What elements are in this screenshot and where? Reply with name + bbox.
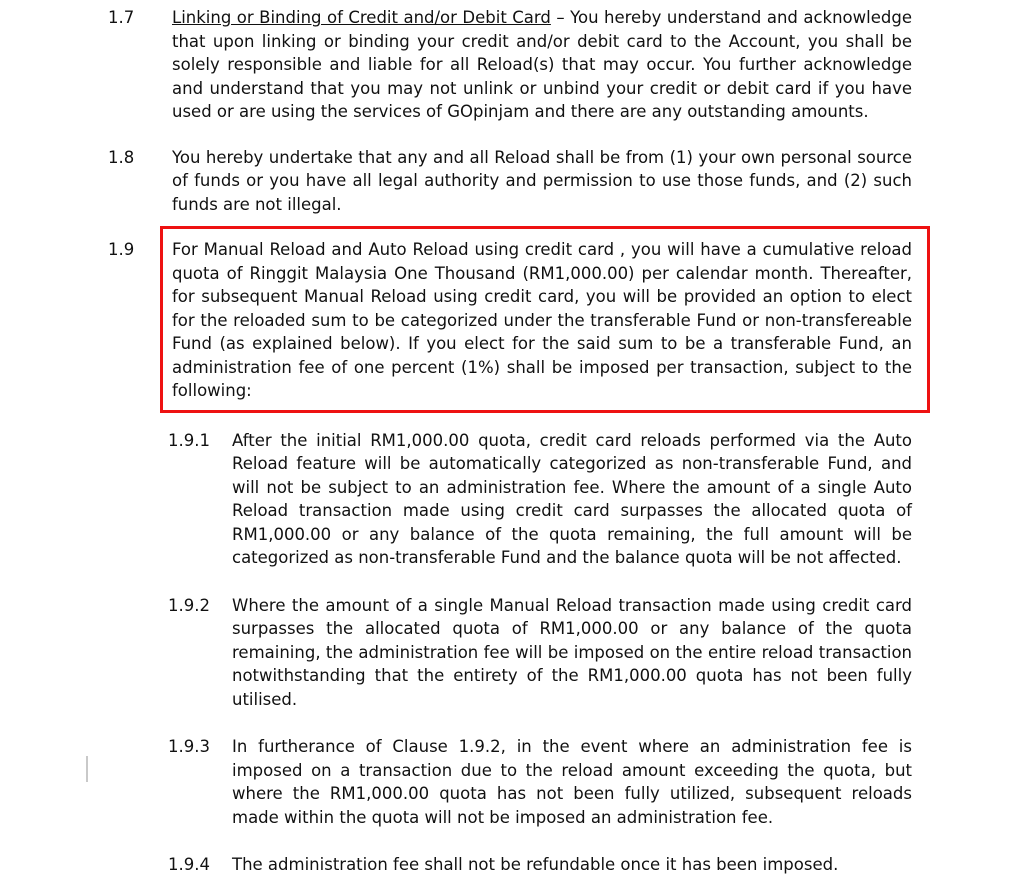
clause-text: After the initial RM1,000.00 quota, credit card reloads performed via the Auto Reload feature will be automatically categorized as non-transferable Fund, and will not be subject to an administration fee. Where the amount of a single Auto Reload transaction made using credit card surpasses the allocated quota of RM1,000.00 or any balance of the quota remaining, the full amount will be categorized as non-transferable Fund and the balance quota will be not affected.	[232, 430, 912, 567]
clause-number: 1.7	[108, 8, 135, 27]
clause-1-9-1	[0, 429, 1024, 570]
clause-text: In furtherance of Clause 1.9.2, in the event where an administration fee is imposed on a transaction due to the reload amount exceeding the quota, but where the RM1,000.00 quota has not been fully utilized, subsequent reloads made within the quota will not be imposed an administration fee.	[232, 737, 912, 827]
clause-1-9-3	[0, 735, 1024, 829]
clause-text: For Manual Reload and Auto Reload using credit card , you will have a cumulative reload quota of Ringgit Malaysia One Thousand (RM1,000.00) per calendar month. Thereafter, for subsequent Manual Reload using credit card, you will be provided an option to elect for the reloaded sum to be categorized under the transferable Fund or non-transfereable Fund (as explained below). If you elect for the said sum to be a transferable Fund, an administration fee of one percent (1%) shall be imposed per transaction, subject to the following:	[172, 240, 912, 400]
clause-text: You hereby undertake that any and all Reload shall be from (1) your own personal source of funds or you have all legal authority and permission to use those funds, and (2) such funds are not illegal.	[172, 147, 912, 214]
clause-1-9-4	[0, 853, 1024, 877]
clause-1-9-2	[0, 594, 1024, 712]
clause-number: 1.9	[108, 240, 135, 259]
clause-number: 1.8	[108, 147, 135, 167]
clause-text: Where the amount of a single Manual Reload transaction made using credit card surpasses the allocated quota of RM1,000.00 or any balance of the quota remaining, the administration fee will be imposed on the entire reload transaction notwithstanding that the entirety of the RM1,000.00 quota has not been fully utilised.	[232, 595, 912, 709]
clause-1-9	[108, 238, 912, 403]
clause-body-text: – You hereby understand and acknowledge that upon linking or binding your credit and/or debit card to the Account, you shall be solely responsible and liable for all Reload(s) that may occur. You further acknowledge and understand that you may not unlink or unbind your credit or debit card if you have used or are using the services of GOpinjam and there are any outstanding amounts.	[172, 8, 912, 121]
clause-1-9-highlight-region	[0, 238, 1024, 403]
clause-1-8	[0, 146, 1024, 217]
clause-number: 1.9.3	[168, 737, 210, 756]
page-edge-mark	[86, 756, 88, 782]
clause-text: The administration fee shall not be refundable once it has been imposed.	[232, 855, 839, 874]
clause-text	[172, 6, 912, 124]
clause-number: 1.9.2	[168, 595, 210, 615]
clause-1-7	[0, 6, 1024, 124]
clause-number: 1.9.1	[168, 430, 210, 450]
clause-heading: Linking or Binding of Credit and/or Debit Card	[172, 8, 551, 27]
clause-number: 1.9.4	[168, 855, 210, 874]
